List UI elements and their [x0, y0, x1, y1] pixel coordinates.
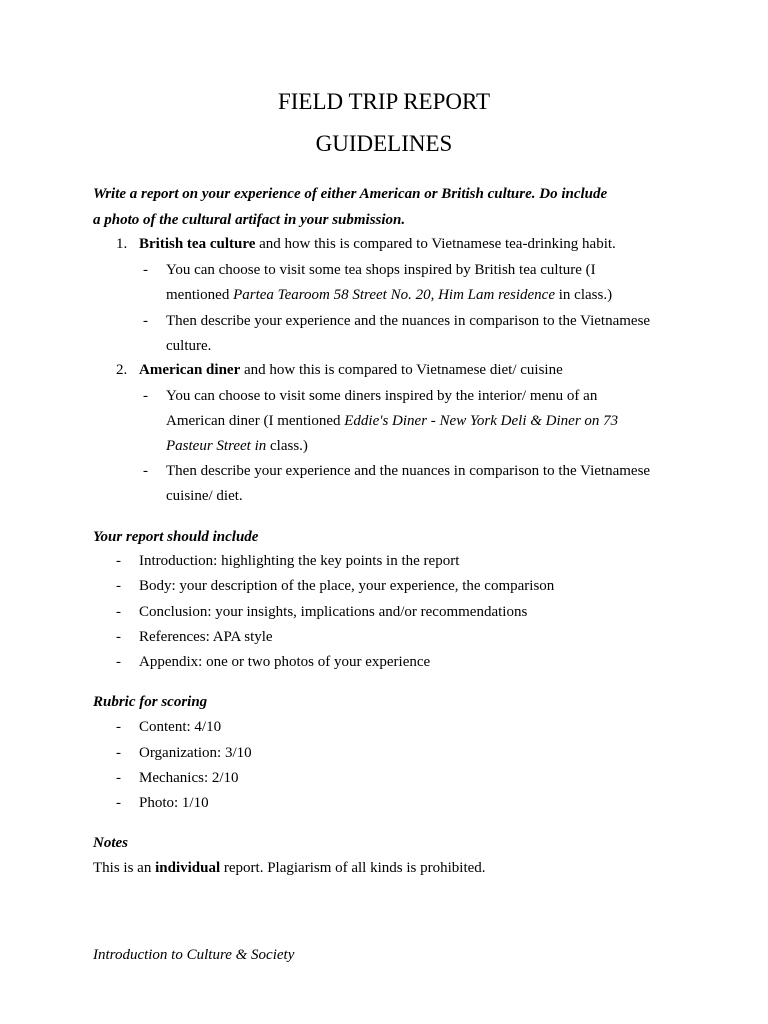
option-2-bullet-2-line-2: cuisine/ diet.: [166, 488, 243, 504]
text-span: This is an: [93, 860, 156, 876]
rubric-item: Photo: 1/10: [139, 795, 209, 811]
option-1-bullet-2-line-1: Then describe your experience and the nuances in comparison to the Vietnamese: [166, 313, 651, 329]
option-1-text: [139, 235, 616, 253]
option-1-number: 1.: [116, 236, 128, 252]
option-2-bullet-2-line-1: Then describe your experience and the nuances in comparison to the Vietnamese: [166, 463, 651, 479]
report-heading: Your report should include: [93, 529, 259, 545]
intro-line-2: a photo of the cultural artifact in your submission.: [93, 212, 406, 228]
emphasis: individual: [155, 860, 221, 876]
place-name: Partea Tearoom 58 Street No. 20, Him Lam residence: [233, 287, 555, 303]
option-2-rest: and how this is compared to Vietnamese diet/ cuisine: [240, 362, 563, 378]
place-name: Eddie's Diner - New York Deli & Diner on 73: [344, 413, 619, 429]
option-1-bullet-1-line-2: [166, 286, 612, 304]
intro-line-1: Write a report on your experience of either American or British culture. Do include: [93, 186, 608, 202]
bullet-dash: -: [116, 629, 121, 645]
report-item: Introduction: highlighting the key points in the report: [139, 553, 460, 569]
option-2-bold: American diner: [139, 362, 241, 378]
bullet-dash: -: [143, 262, 148, 278]
option-1-bullet-1-line-1: You can choose to visit some tea shops inspired by British tea culture (I: [166, 262, 596, 278]
bullet-dash: -: [116, 719, 121, 735]
page-footer: Introduction to Culture & Society: [93, 947, 295, 963]
option-2-bullet-1-line-3: [166, 437, 308, 455]
text-span: mentioned: [166, 287, 234, 303]
option-1-rest: and how this is compared to Vietnamese tea-drinking habit.: [255, 236, 616, 252]
text-span: American diner (I mentioned: [166, 413, 345, 429]
bullet-dash: -: [143, 313, 148, 329]
option-1-bullet-2-line-2: culture.: [166, 338, 212, 354]
place-name: Pasteur Street in: [166, 438, 267, 454]
bullet-dash: -: [116, 770, 121, 786]
report-item: Conclusion: your insights, implications and/or recommendations: [139, 604, 528, 620]
text-span: report. Plagiarism of all kinds is prohibited.: [220, 860, 486, 876]
bullet-dash: -: [116, 654, 121, 670]
option-2-text: [139, 361, 563, 379]
report-item: Body: your description of the place, your experience, the comparison: [139, 578, 555, 594]
bullet-dash: -: [116, 745, 121, 761]
rubric-heading: Rubric for scoring: [93, 694, 208, 710]
notes-heading: Notes: [93, 835, 128, 851]
bullet-dash: -: [116, 578, 121, 594]
title-line-1: FIELD TRIP REPORT: [277, 89, 491, 114]
notes-text: [93, 859, 486, 877]
bullet-dash: -: [116, 553, 121, 569]
rubric-item: Organization: 3/10: [139, 745, 252, 761]
option-2-bullet-1-line-2: [166, 412, 618, 430]
bullet-dash: -: [116, 795, 121, 811]
report-item: References: APA style: [139, 629, 273, 645]
title-line-2: GUIDELINES: [315, 131, 453, 156]
bullet-dash: -: [143, 388, 148, 404]
bullet-dash: -: [143, 463, 148, 479]
rubric-item: Content: 4/10: [139, 719, 222, 735]
text-span: class.): [266, 438, 308, 454]
report-item: Appendix: one or two photos of your experience: [139, 654, 431, 670]
text-span: in class.): [555, 287, 613, 303]
option-2-bullet-1-line-1: You can choose to visit some diners inspired by the interior/ menu of an: [166, 388, 598, 404]
bullet-dash: -: [116, 604, 121, 620]
option-2-number: 2.: [116, 362, 128, 378]
option-1-bold: British tea culture: [139, 236, 256, 252]
rubric-item: Mechanics: 2/10: [139, 770, 239, 786]
